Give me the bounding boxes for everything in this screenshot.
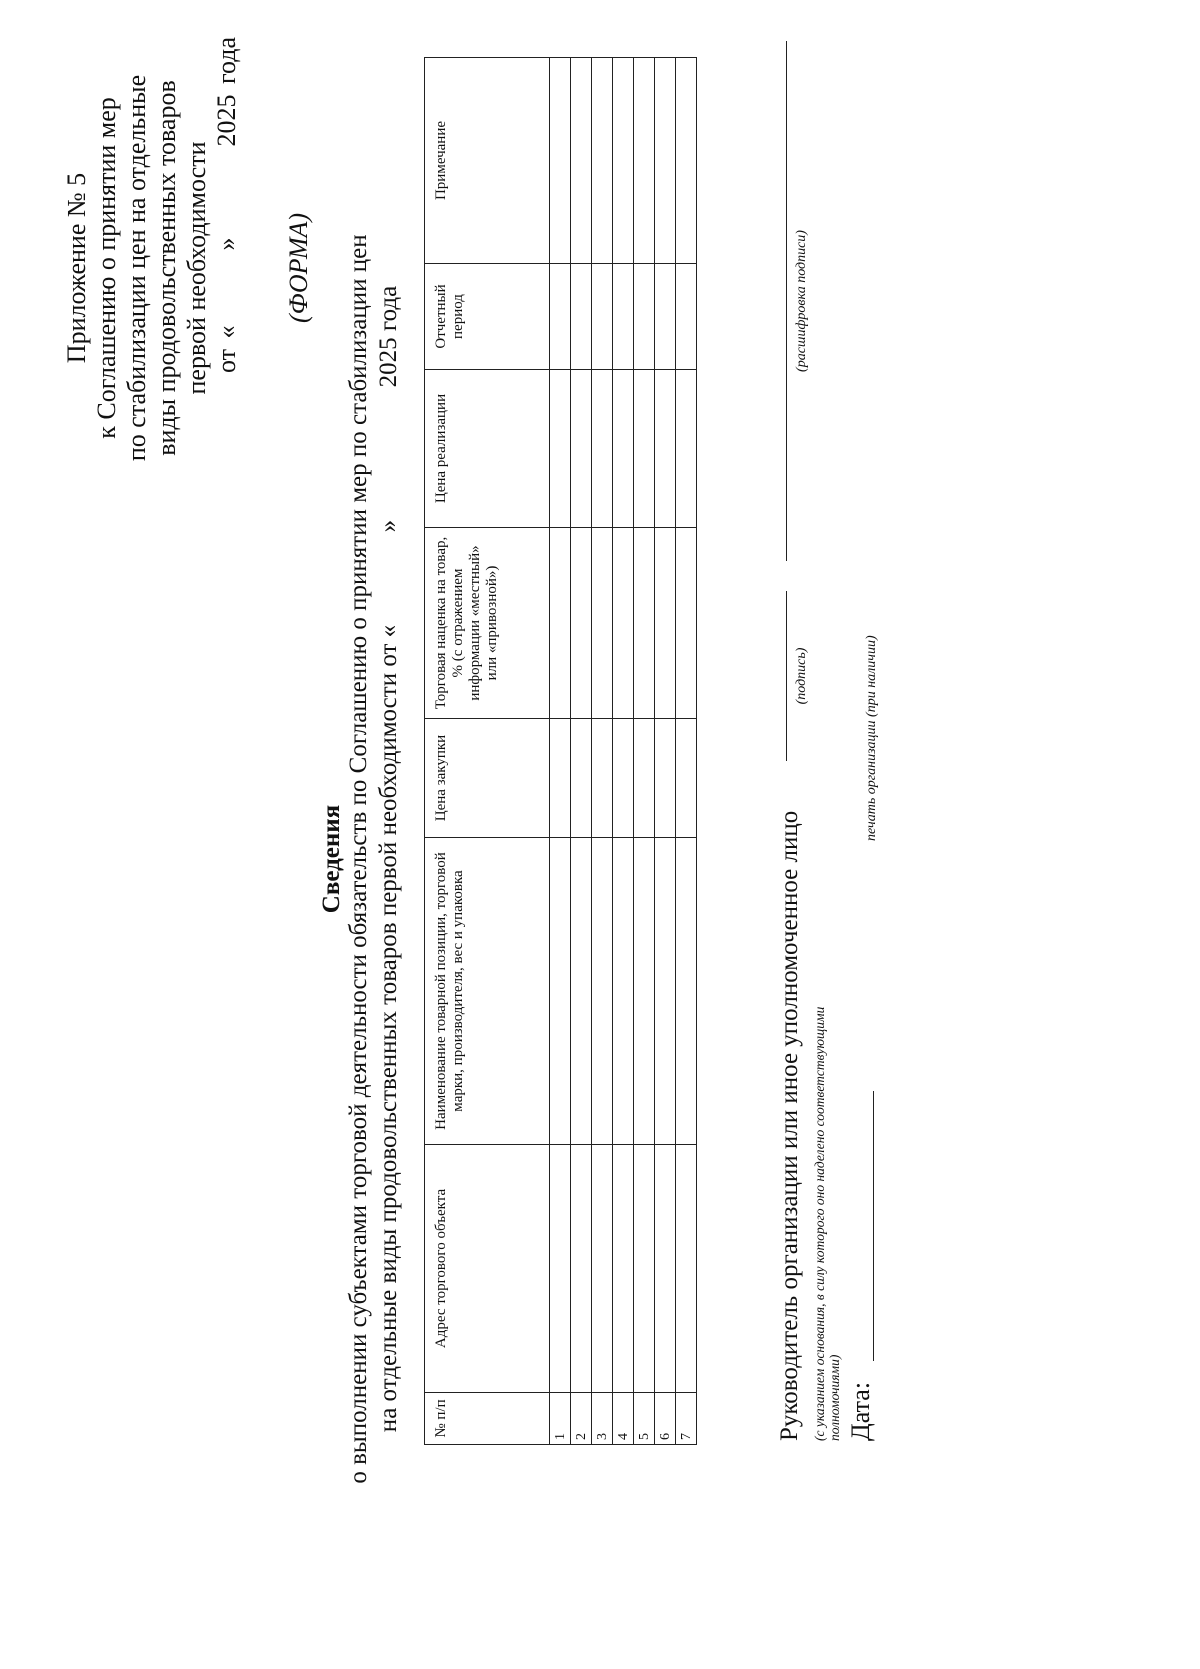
cell[interactable] bbox=[634, 370, 655, 528]
cell[interactable] bbox=[655, 1145, 676, 1393]
table-row bbox=[613, 58, 634, 1445]
cell[interactable] bbox=[613, 264, 634, 370]
cell[interactable] bbox=[571, 370, 592, 528]
signature-decode-field-line[interactable] bbox=[786, 41, 787, 561]
cell[interactable] bbox=[571, 58, 592, 264]
cell[interactable] bbox=[613, 528, 634, 719]
cell[interactable] bbox=[592, 1145, 613, 1393]
col-header-number: № п/п bbox=[425, 1393, 550, 1445]
row-number: 4 bbox=[613, 1393, 634, 1445]
cell[interactable] bbox=[655, 838, 676, 1145]
cell[interactable] bbox=[655, 370, 676, 528]
date-field-line[interactable] bbox=[873, 1091, 874, 1361]
cell[interactable] bbox=[571, 264, 592, 370]
appendix-line: Приложение № 5 bbox=[62, 172, 91, 364]
signatory-title: Руководитель организации или иное уполномоченное лицо bbox=[776, 810, 803, 1441]
cell[interactable] bbox=[550, 838, 571, 1145]
signature-decode-caption: (расшифровка подписи) bbox=[794, 230, 809, 372]
col-header-note: Примечание bbox=[425, 58, 550, 264]
cell[interactable] bbox=[655, 528, 676, 719]
cell[interactable] bbox=[655, 264, 676, 370]
subtitle-line-2-text: на отдельные виды продовольственных товаров первой необходимости от « bbox=[375, 624, 402, 1433]
col-header-markup: Торговая наценка на товар, % (с отражением информации «местный» или «привозной») bbox=[425, 528, 550, 719]
subtitle-line-2 bbox=[374, 109, 404, 1609]
cell[interactable] bbox=[550, 58, 571, 264]
col-header-period: Отчетный период bbox=[425, 264, 550, 370]
cell[interactable] bbox=[634, 719, 655, 838]
document-subtitle bbox=[344, 109, 404, 1609]
signature-caption: (подпись) bbox=[794, 647, 809, 705]
subtitle-line-1: о выполнении субъектами торговой деятельности обязательств по Соглашению о принятии мер по стабилизации цен bbox=[345, 234, 372, 1484]
cell[interactable] bbox=[571, 1145, 592, 1393]
row-number: 2 bbox=[571, 1393, 592, 1445]
cell[interactable] bbox=[613, 58, 634, 264]
col-header-sale-price: Цена реализации bbox=[425, 370, 550, 528]
appendix-line: к Соглашению о принятии мер bbox=[92, 97, 121, 439]
document-title: Сведения bbox=[318, 804, 345, 914]
cell[interactable] bbox=[571, 719, 592, 838]
cell[interactable] bbox=[571, 838, 592, 1145]
cell[interactable] bbox=[550, 719, 571, 838]
cell[interactable] bbox=[676, 264, 697, 370]
report-table bbox=[424, 57, 697, 1445]
cell[interactable] bbox=[613, 719, 634, 838]
appendix-date-suffix: 2025 года bbox=[212, 36, 241, 147]
appendix-header bbox=[62, 36, 242, 483]
cell[interactable] bbox=[592, 264, 613, 370]
table-row bbox=[571, 58, 592, 1445]
cell[interactable] bbox=[613, 1145, 634, 1393]
cell[interactable] bbox=[634, 838, 655, 1145]
row-number: 3 bbox=[592, 1393, 613, 1445]
appendix-line: виды продовольственных товаров bbox=[152, 80, 181, 456]
cell[interactable] bbox=[676, 1145, 697, 1393]
cell[interactable] bbox=[634, 528, 655, 719]
cell[interactable] bbox=[613, 838, 634, 1145]
appendix-line: первой необходимости bbox=[182, 141, 211, 395]
cell[interactable] bbox=[550, 1145, 571, 1393]
cell[interactable] bbox=[634, 1145, 655, 1393]
table-row bbox=[655, 58, 676, 1445]
cell[interactable] bbox=[592, 719, 613, 838]
col-header-purchase-price: Цена закупки bbox=[425, 719, 550, 838]
cell[interactable] bbox=[550, 370, 571, 528]
cell[interactable] bbox=[676, 58, 697, 264]
row-number: 1 bbox=[550, 1393, 571, 1445]
cell[interactable] bbox=[634, 264, 655, 370]
row-number: 7 bbox=[676, 1393, 697, 1445]
cell[interactable] bbox=[613, 370, 634, 528]
row-number: 6 bbox=[655, 1393, 676, 1445]
cell[interactable] bbox=[571, 528, 592, 719]
row-number: 5 bbox=[634, 1393, 655, 1445]
table-header-row bbox=[425, 58, 550, 1445]
cell[interactable] bbox=[655, 719, 676, 838]
signature-field-line[interactable] bbox=[786, 591, 787, 761]
cell[interactable] bbox=[592, 528, 613, 719]
table-row bbox=[592, 58, 613, 1445]
cell[interactable] bbox=[592, 838, 613, 1145]
table-row bbox=[634, 58, 655, 1445]
cell[interactable] bbox=[592, 370, 613, 528]
col-header-product: Наименование товарной позиции, торговой марки, производителя, вес и упаковка bbox=[425, 838, 550, 1145]
signatory-basis-note: (с указанием основания, в силу которого оно наделено соответствующими полномочиями) bbox=[812, 1006, 842, 1441]
cell[interactable] bbox=[676, 370, 697, 528]
signature-block bbox=[776, 21, 976, 1441]
appendix-date-mid: » bbox=[212, 237, 241, 251]
cell[interactable] bbox=[676, 719, 697, 838]
subtitle-line-2-quote: » bbox=[375, 519, 402, 533]
subtitle-line-2-year: 2025 года bbox=[375, 285, 402, 388]
cell[interactable] bbox=[634, 58, 655, 264]
col-header-address: Адрес торгового объекта bbox=[425, 1145, 550, 1393]
cell[interactable] bbox=[550, 264, 571, 370]
date-label: Дата: bbox=[846, 1381, 875, 1441]
seal-caption: печать организации (при наличии) bbox=[864, 635, 879, 841]
cell[interactable] bbox=[655, 58, 676, 264]
form-label: (ФОРМА) bbox=[284, 212, 313, 324]
table-row bbox=[676, 58, 697, 1445]
cell[interactable] bbox=[592, 58, 613, 264]
appendix-line: по стабилизации цен на отдельные bbox=[122, 74, 151, 462]
cell[interactable] bbox=[550, 528, 571, 719]
cell[interactable] bbox=[676, 838, 697, 1145]
appendix-date-line bbox=[212, 36, 242, 483]
cell[interactable] bbox=[676, 528, 697, 719]
table-row bbox=[550, 58, 571, 1445]
appendix-date-prefix: от « bbox=[212, 325, 241, 373]
